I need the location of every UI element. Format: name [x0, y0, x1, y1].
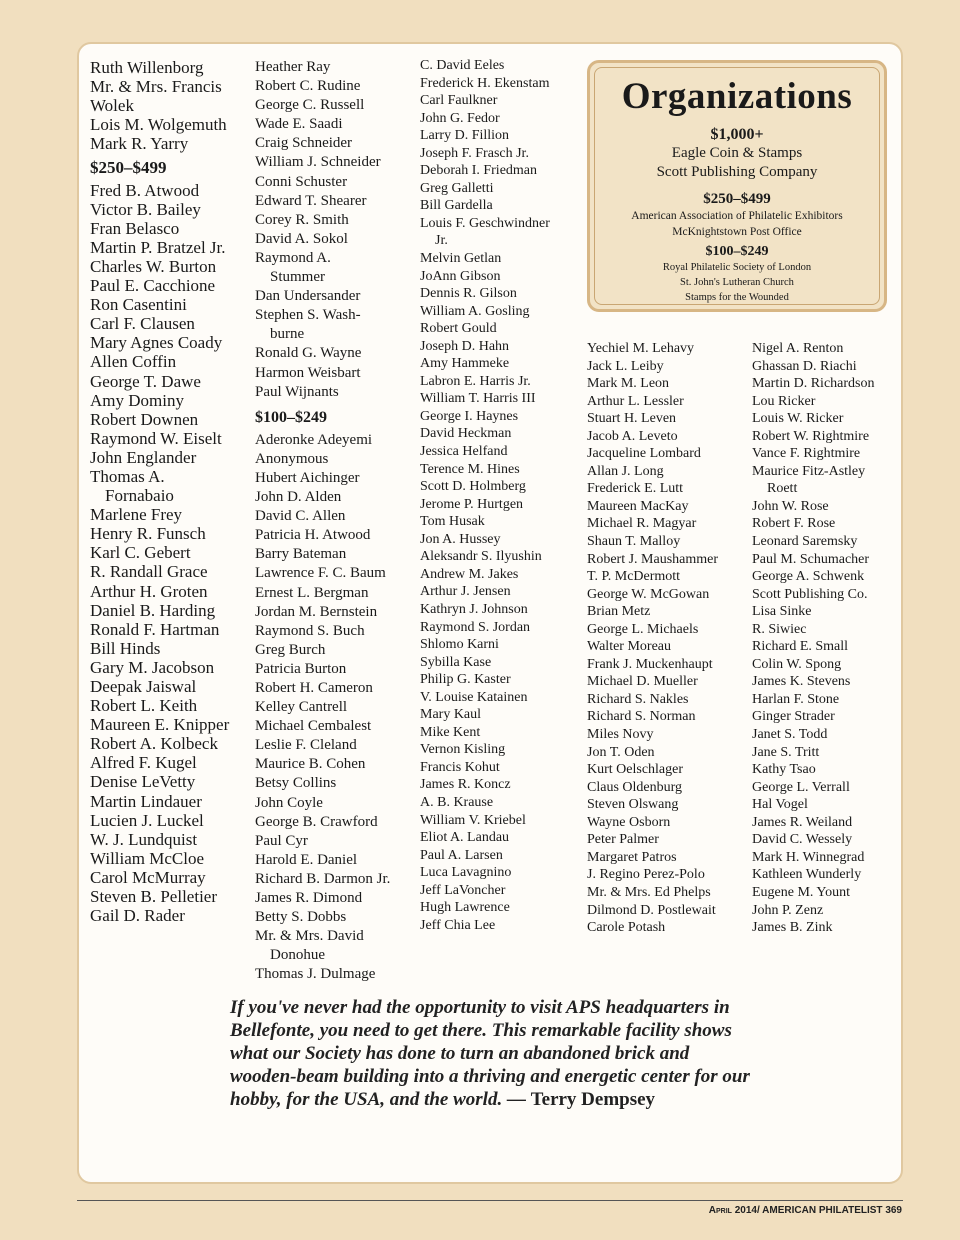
donor-name: Janet S. Todd — [752, 727, 828, 743]
donor-name: Richard S. Norman — [587, 709, 696, 725]
donor-name: Eliot A. Landau — [420, 830, 510, 846]
donor-name: John G. Fedor — [420, 110, 500, 126]
donor-name: Jeff Chia Lee — [420, 917, 496, 933]
donor-name: Wolek — [90, 96, 134, 116]
pull-quote — [230, 996, 750, 1111]
donor-name: Martin Lindauer — [90, 791, 202, 811]
donor-name: Maureen E. Knipper — [90, 715, 230, 735]
donor-name: Paul Wijnants — [255, 383, 339, 400]
donor-name: Richard E. Small — [752, 639, 849, 655]
donor-name: Denise LeVetty — [90, 772, 196, 792]
donor-name: Richard S. Nakles — [587, 691, 689, 707]
donor-name: Betty S. Dobbs — [255, 909, 347, 926]
donor-name: Paul Cyr — [255, 832, 308, 849]
donor-name: Kelley Cantrell — [255, 699, 348, 716]
donor-name: Fred B. Atwood — [90, 180, 200, 200]
donor-name: Greg Burch — [255, 641, 326, 658]
donor-name: John W. Rose — [752, 498, 829, 514]
donor-name: Allen Coffin — [90, 352, 177, 372]
donor-name: Dan Undersander — [255, 288, 361, 305]
donation-tier-header: $250–$499 — [90, 158, 167, 178]
donor-name: Scott Publishing Co. — [752, 586, 868, 602]
donor-name: William A. Gosling — [420, 303, 530, 319]
donor-name: Robert L. Keith — [90, 696, 198, 716]
donor-name: Ronald G. Wayne — [255, 345, 362, 362]
organization-name: St. John's Lutheran Church — [680, 277, 794, 288]
donor-name: Michael D. Mueller — [587, 674, 698, 690]
donor-name: Victor B. Bailey — [90, 199, 201, 219]
donor-column-5 — [752, 340, 874, 937]
donor-name: Ginger Strader — [752, 709, 835, 725]
donor-name: Aderonke Adeyemi — [255, 431, 373, 448]
donor-name: George L. Michaels — [587, 621, 699, 637]
donor-name-continuation: Roett — [767, 481, 798, 497]
pull-quote-text: If you've never had the opportunity to visit APS headquarters in Bellefonte, you need to get there. This remarkable facility shows what our Society has done to turn an abandoned brick and wooden-beam building into a thriving and energetic center for our hobby, for the USA, and the world. — — [230, 997, 750, 1110]
donor-name: T. P. McDermott — [587, 569, 681, 585]
donor-name: Dilmond D. Postlewait — [587, 902, 716, 918]
donor-name: Thomas A. — [90, 466, 165, 486]
donor-name: Carol McMurray — [90, 867, 206, 887]
donor-name: Alfred F. Kugel — [90, 753, 197, 773]
donor-name: Hugh Lawrence — [420, 900, 510, 916]
donor-name: Shlomo Karni — [420, 637, 499, 653]
footer-month: April 2014 — [708, 1205, 757, 1216]
footer-page-number: 369 — [885, 1205, 902, 1216]
donor-name: Miles Novy — [587, 727, 654, 743]
donor-name: Peter Palmer — [587, 832, 659, 848]
donor-name: Patricia H. Atwood — [255, 527, 371, 544]
donor-name: Craig Schneider — [255, 135, 353, 152]
donor-name: Edward T. Shearer — [255, 192, 367, 209]
donor-name: William McCloe — [90, 848, 205, 868]
donor-name: William T. Harris III — [420, 391, 536, 407]
donor-name: Yechiel M. Lehavy — [587, 341, 695, 356]
organization-tier-header: $250–$499 — [703, 191, 771, 207]
donor-name: John Coyle — [255, 794, 323, 811]
donor-name: Arthur H. Groten — [90, 581, 208, 601]
donor-name: Harlan F. Stone — [752, 691, 840, 707]
donor-name: Eugene M. Yount — [752, 884, 851, 900]
donor-name: James B. Zink — [752, 920, 833, 936]
donor-name: Lisa Sinke — [752, 604, 812, 620]
donor-name: Mike Kent — [420, 724, 481, 740]
donor-name: James R. Koncz — [420, 777, 511, 793]
donor-name: JoAnn Gibson — [420, 268, 501, 284]
donor-name: Jacob A. Leveto — [587, 428, 678, 444]
donor-name: Andrew M. Jakes — [420, 566, 519, 582]
donor-name: Kathy Tsao — [752, 762, 816, 778]
donor-name: Harmon Weisbart — [255, 364, 361, 381]
footer-separator: / — [756, 1205, 760, 1216]
donor-name: Joseph F. Frasch Jr. — [420, 145, 529, 161]
donor-name: Joseph D. Hahn — [420, 338, 510, 354]
donor-name: Allan J. Long — [587, 463, 664, 479]
donor-name: Luca Lavagnino — [420, 865, 512, 881]
donor-name: Kathryn J. Johnson — [420, 601, 528, 617]
donor-name: Walter Moreau — [587, 639, 671, 655]
donor-name: Wade E. Saadi — [255, 116, 343, 133]
donor-name: George C. Russell — [255, 97, 365, 114]
donor-name: Amy Hammeke — [420, 356, 510, 372]
donor-name: Lawrence F. C. Baum — [255, 565, 386, 582]
donor-name: R. Randall Grace — [90, 562, 208, 582]
donor-name: Jon A. Hussey — [420, 531, 501, 547]
donor-name: Hal Vogel — [752, 797, 808, 813]
donor-name: Mark R. Yarry — [90, 134, 189, 154]
donor-name: Frederick H. Ekenstam — [420, 75, 550, 91]
donor-name: Gary M. Jacobson — [90, 657, 215, 677]
organizations-box — [587, 60, 887, 312]
donor-name: Aleksandr S. Ilyushin — [420, 549, 542, 565]
donor-name: Barry Bateman — [255, 546, 347, 563]
donation-tier-header: $100–$249 — [255, 408, 327, 426]
donor-name: Arthur J. Jensen — [420, 584, 511, 600]
donor-name: Carole Potash — [587, 920, 666, 936]
donor-name: Carl Faulkner — [420, 93, 498, 109]
donor-name: Martin P. Bratzel Jr. — [90, 237, 226, 257]
donor-name: Stuart H. Leven — [587, 411, 677, 427]
donor-name: Gail D. Rader — [90, 906, 185, 926]
donor-name: Jessica Helfand — [420, 444, 508, 460]
organization-name: Scott Publishing Company — [656, 164, 818, 180]
donor-name-continuation: burne — [270, 326, 305, 343]
footer-publication: AMERICAN PHILATELIST — [762, 1205, 883, 1216]
donor-name: David Heckman — [420, 426, 512, 442]
donor-name: Lou Ricker — [752, 393, 816, 409]
donor-name-continuation: Stummer — [270, 269, 325, 286]
organizations-box-inner-border — [594, 67, 880, 305]
donor-name: Marlene Frey — [90, 505, 183, 525]
donor-name: Bill Hinds — [90, 638, 161, 658]
donor-name: Leslie F. Cleland — [255, 737, 357, 754]
pull-quote-author: Terry Dempsey — [530, 1089, 656, 1110]
donor-name: Louis F. Geschwindner — [420, 215, 550, 231]
donor-name: Louis W. Ricker — [752, 411, 844, 427]
donor-name: Colin W. Spong — [752, 656, 842, 672]
donor-name: Labron E. Harris Jr. — [420, 373, 531, 389]
donor-name: Vance F. Rightmire — [752, 446, 861, 462]
donor-name: Betsy Collins — [255, 775, 337, 792]
donor-name: Robert F. Rose — [752, 516, 836, 532]
donor-name: George L. Verrall — [752, 779, 850, 795]
organization-name: Eagle Coin & Stamps — [671, 145, 803, 161]
donor-name: Maurice Fitz-Astley — [752, 463, 866, 479]
donor-name: David C. Allen — [255, 508, 346, 525]
donor-name: Claus Oldenburg — [587, 779, 683, 795]
donor-name: Mark M. Leon — [587, 376, 670, 392]
donor-name: J. Regino Perez-Polo — [587, 867, 705, 883]
donor-name: Robert H. Cameron — [255, 680, 373, 696]
organization-name: Stamps for the Wounded — [685, 292, 789, 303]
donor-name: John Englander — [90, 447, 197, 467]
donor-name: Mark H. Winnegrad — [752, 849, 865, 865]
donor-name: Jane S. Tritt — [752, 744, 820, 760]
donor-name: Carl F. Clausen — [90, 314, 195, 334]
donor-name: James R. Weiland — [752, 814, 853, 830]
donor-name: Arthur L. Lessler — [587, 393, 684, 409]
donor-name: Thomas J. Dulmage — [255, 966, 376, 983]
donor-name: Lois M. Wolgemuth — [90, 115, 227, 135]
donor-name: Deborah I. Friedman — [420, 163, 538, 179]
donor-name: Tom Husak — [420, 514, 485, 530]
donor-name: David A. Sokol — [255, 230, 348, 247]
donor-name: Larry D. Fillion — [420, 128, 510, 144]
donor-name: Vernon Kisling — [420, 742, 506, 758]
donor-name: Francis Kohut — [420, 759, 500, 775]
donor-name: Robert J. Maushammer — [587, 551, 719, 567]
donor-name: Jon T. Oden — [587, 744, 655, 760]
donor-name: Michael R. Magyar — [587, 516, 697, 532]
donor-name: Henry R. Funsch — [90, 524, 206, 544]
donor-name: Patricia Burton — [255, 660, 347, 677]
donor-name: James K. Stevens — [752, 674, 851, 690]
organization-tier-header: $100–$249 — [705, 244, 769, 259]
donor-name: A. B. Krause — [420, 794, 494, 810]
donor-name: Kurt Oelschlager — [587, 762, 684, 778]
donor-name: Robert Gould — [420, 321, 497, 337]
donor-name: Karl C. Gebert — [90, 543, 191, 563]
donor-name-continuation: Fornabaio — [105, 486, 174, 506]
donor-name: Heather Ray — [255, 59, 331, 75]
donor-column-3 — [420, 57, 550, 934]
donor-name: Michael Cembalest — [255, 718, 372, 735]
donor-name: Ghassan D. Riachi — [752, 358, 857, 374]
donor-name-continuation: Jr. — [435, 233, 448, 249]
donor-name: Dennis R. Gilson — [420, 286, 517, 302]
donor-name: Frank J. Muckenhaupt — [587, 656, 713, 672]
donor-name: George T. Dawe — [90, 371, 201, 391]
donor-name: R. Siwiec — [752, 621, 807, 637]
donor-name: C. David Eeles — [420, 58, 505, 73]
organization-name: McKnightstown Post Office — [672, 226, 802, 238]
donor-name: George I. Haynes — [420, 408, 519, 424]
donor-name: Wayne Osborn — [587, 814, 671, 830]
donor-name: Stephen S. Wash- — [255, 307, 361, 324]
donor-name: Mr. & Mrs. David — [255, 928, 364, 945]
organizations-title: Organizations — [621, 76, 853, 117]
donor-name: Scott D. Holmberg — [420, 479, 526, 495]
donor-name: Daniel B. Harding — [90, 600, 216, 620]
donor-column-2 — [255, 58, 390, 985]
donor-name: Philip G. Kaster — [420, 672, 511, 688]
donor-name: Paul M. Schumacher — [752, 551, 870, 567]
donor-name: Leonard Saremsky — [752, 534, 858, 550]
donor-name: Mr. & Mrs. Ed Phelps — [587, 884, 711, 900]
donor-name: Mary Agnes Coady — [90, 333, 223, 353]
donor-name: Ernest L. Bergman — [255, 584, 369, 601]
organization-name: Royal Philatelic Society of London — [662, 262, 812, 273]
donor-name: Raymond S. Jordan — [420, 619, 531, 635]
donor-name: Robert Downen — [90, 409, 199, 429]
donor-name: George B. Crawford — [255, 813, 378, 830]
donor-name: Maureen MacKay — [587, 498, 689, 514]
donor-name: Sybilla Kase — [420, 654, 492, 670]
donor-name: Robert W. Rightmire — [752, 428, 870, 444]
donor-name: David C. Wessely — [752, 832, 853, 848]
donor-name: Jeff LaVoncher — [420, 882, 506, 898]
page-footer — [709, 1205, 902, 1216]
donor-name: Fran Belasco — [90, 218, 180, 238]
donor-name: Shaun T. Malloy — [587, 534, 681, 550]
donor-name: Nigel A. Renton — [752, 341, 844, 356]
donor-name: Maurice B. Cohen — [255, 756, 366, 773]
donor-name: Mary Kaul — [420, 707, 482, 723]
donor-name: Steven Olswang — [587, 797, 679, 813]
donor-name: Richard B. Darmon Jr. — [255, 870, 391, 887]
donor-name: James R. Dimond — [255, 890, 363, 907]
donor-name: Amy Dominy — [90, 390, 184, 410]
donor-name: Frederick E. Lutt — [587, 481, 684, 497]
donor-name: Kathleen Wunderly — [752, 867, 862, 883]
donor-name: John D. Alden — [255, 489, 342, 506]
donor-name: Corey R. Smith — [255, 211, 349, 228]
donor-name-continuation: Donohue — [270, 947, 325, 964]
donor-column-4 — [587, 340, 718, 937]
donor-name: Lucien J. Luckel — [90, 810, 204, 830]
donor-name: Steven B. Pelletier — [90, 887, 218, 907]
donor-name: Ruth Willenborg — [90, 58, 204, 77]
donor-name: Conni Schuster — [255, 173, 348, 190]
footer-rule — [77, 1200, 903, 1201]
donor-name: Melvin Getlan — [420, 251, 502, 267]
organization-tier-header: $1,000+ — [710, 126, 764, 143]
donor-name: Raymond W. Eiselt — [90, 428, 222, 448]
donor-name: Paul A. Larsen — [420, 847, 503, 863]
donor-name: Anonymous — [255, 450, 329, 467]
donor-name: Charles W. Burton — [90, 256, 217, 276]
donor-name: Margaret Patros — [587, 849, 677, 865]
donor-name: Terence M. Hines — [420, 461, 520, 477]
donor-name: Jordan M. Bernstein — [255, 603, 378, 620]
donor-name: Robert C. Rudine — [255, 78, 361, 95]
donor-name: George A. Schwenk — [752, 569, 865, 585]
donor-name: John P. Zenz — [752, 902, 824, 918]
organization-name: American Association of Philatelic Exhibitors — [631, 210, 843, 222]
donor-name: George W. McGowan — [587, 586, 710, 602]
donor-name: Ron Casentini — [90, 295, 187, 315]
donor-name: Harold E. Daniel — [255, 851, 358, 868]
donor-name: V. Louise Katainen — [420, 689, 528, 705]
donor-name: W. J. Lundquist — [90, 829, 198, 849]
donor-name: Deepak Jaiswal — [90, 677, 197, 696]
donor-name: Greg Galletti — [420, 180, 494, 196]
donor-name: Jerome P. Hurtgen — [420, 496, 524, 512]
donor-name: Bill Gardella — [420, 198, 493, 214]
donor-name: Robert A. Kolbeck — [90, 734, 218, 754]
donor-name: Jack L. Leiby — [587, 358, 664, 374]
donor-name: Jacqueline Lombard — [587, 446, 701, 462]
donor-name: Raymond S. Buch — [255, 622, 365, 639]
donor-name: Ronald F. Hartman — [90, 619, 220, 639]
donor-name: Mr. & Mrs. Francis — [90, 77, 222, 97]
donor-name: Raymond A. — [255, 249, 331, 266]
donor-name: William J. Schneider — [255, 154, 381, 171]
donor-name: Martin D. Richardson — [752, 376, 875, 392]
donor-column-1 — [90, 58, 229, 925]
donor-name: Paul E. Cacchione — [90, 276, 216, 296]
donor-name: William V. Kriebel — [420, 812, 526, 828]
donor-name: Brian Metz — [587, 604, 651, 620]
donor-name: Hubert Aichinger — [255, 469, 360, 486]
